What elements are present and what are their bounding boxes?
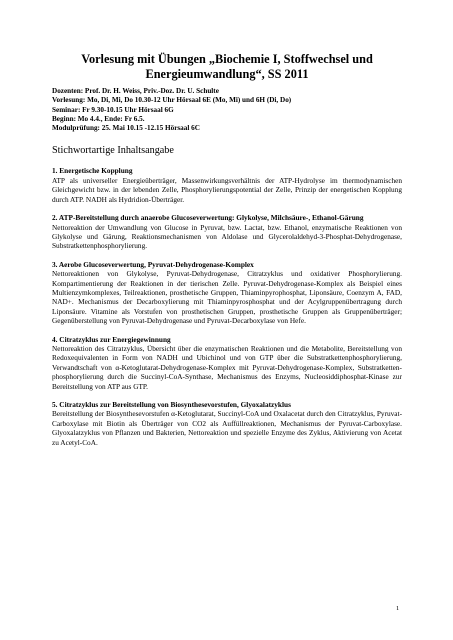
section-body: Bereitstellung der Biosynthesevorstufen α-Ketoglutarat, Succinyl-CoA und Oxalacetat durch den Citratzyklus, Pyruvat-Carboxylase mit Biotin als Überträger von CO2 als Auffüllreaktionen, Mechanismus der Pyruvat-Carboxylase. Glyoxalatzyklus von Pflanzen und Bakterien, Nettoreaktion und spezielle Enzyme des Zyklus, Aktivierung von Acetat zu Acetyl-CoA.	[52, 409, 402, 447]
section-body: Nettoreaktion des Citratzyklus, Übersicht über die enzymatischen Reaktionen und die Metabolite, Bereitstellung von Redoxequivalenten in Form von NADH und Ubichinol und von GTP über die Substratkettenphosphorylierung, Verwandtschaft von α-Ketoglutarat-Dehydrogenase-Komplex mit Pyruvat-Dehydrogenase-Komplex, Substratketten-phosphorylierung durch die Succinyl-CoA-Synthase, Mechanismus des Enzyms, Nucleosiddiphosphat-Kinase zur Bereitstellung von ATP aus GTP.	[52, 343, 402, 391]
contents-heading: Stichwortartige Inhaltsangabe	[52, 145, 174, 157]
lecturers-line: Dozenten: Prof. Dr. H. Weiss, Priv.-Doz. Dr. U. Schulte	[52, 87, 219, 95]
section-body: ATP als universeller Energieüberträger, Massenwirkungsverhältnis der ATP-Hydrolyse im thermodynamischen Gleichgewicht bzw. in der lebenden Zelle, Phosphorylierungspotential der Zelle, Prinzip der energetischen Kopplung durch ATP. NADH als Hydridion-Überträger.	[52, 175, 402, 204]
section-title: 4. Citratzyklus zur Energiegewinnung	[52, 334, 171, 344]
section-energetic-coupling	[52, 166, 402, 204]
section-anaerobic-glucose	[52, 213, 402, 251]
document-page	[52, 52, 402, 456]
section-title: 3. Aerobe Glucoseverwertung, Pyruvat-Dehydrogenase-Komplex	[52, 259, 254, 269]
section-citrate-cycle-energy	[52, 335, 402, 391]
section-aerobic-glucose	[52, 260, 402, 326]
section-body: Nettoreaktion der Umwandlung von Glucose in Pyruvat, bzw. Lactat, bzw. Ethanol, enzymatische Reaktionen von Glykolyse und Gärung, Reaktionsmechanismen von Aldolase und Glycerolaldehyd-3-Phosphat-Dehydrogenase, Substratkettenphosphorylierung.	[52, 222, 402, 251]
page-number: 1	[396, 605, 400, 612]
exam-line: Modulprüfung: 25. Mai 10.15 -12.15 Hörsaal 6C	[52, 124, 200, 133]
document-title: Vorlesung mit Übungen „Biochemie I, Stoffwechsel und Energieumwandlung“, SS 2011	[81, 52, 373, 81]
section-title: 1. Energetische Kopplung	[52, 166, 133, 176]
course-info	[52, 87, 402, 133]
section-title: 5. Citratzyklus zur Bereitstellung von Biosynthesevorstufen, Glyoxalatzyklus	[52, 400, 291, 410]
section-title: 2. ATP-Bereitstellung durch anaerobe Glucoseverwertung: Glykolyse, Milchsäure-, Ethanol-Gärung	[52, 213, 364, 223]
seminar-line: Seminar: Fr 9.30-10.15 Uhr Hörsaal 6G	[52, 105, 174, 114]
section-body: Nettoreaktionen von Glykolyse, Pyruvat-Dehydrogenase, Citratzyklus und oxidativer Phosphorylierung. Kompartimentierung der Reaktionen in der tierischen Zelle. Pyruvat-Dehydrogenase-Komplex als Beispiel eines Multienzymkomplexes, Teilreaktionen, prosthetische Gruppen, Thiaminpyrophosphat, Liponsäure, Coenzym A, FAD, NAD+. Mechanismus der Decarboxylierung mit Thiaminpyrosphosphat und der Acylgruppenübertragung durch Liponsäure. Vitamine als Vorstufen von prosthetischen Gruppen, prosthetische Gruppen als Gruppenüberträger; Gegenüberstellung von Pyruvat-Dehydrogenase und Pyruvat-Decarboxylase von Hefe.	[52, 269, 402, 326]
dates-line: Beginn: Mo 4.4., Ende: Fr 6.5.	[52, 114, 145, 123]
section-citrate-cycle-biosynthesis	[52, 400, 402, 447]
lecture-schedule-line: Vorlesung: Mo, Di, Mi, Do 10.30-12 Uhr Hörsaal 6E (Mo, Mi) und 6H (Di, Do)	[52, 96, 292, 105]
